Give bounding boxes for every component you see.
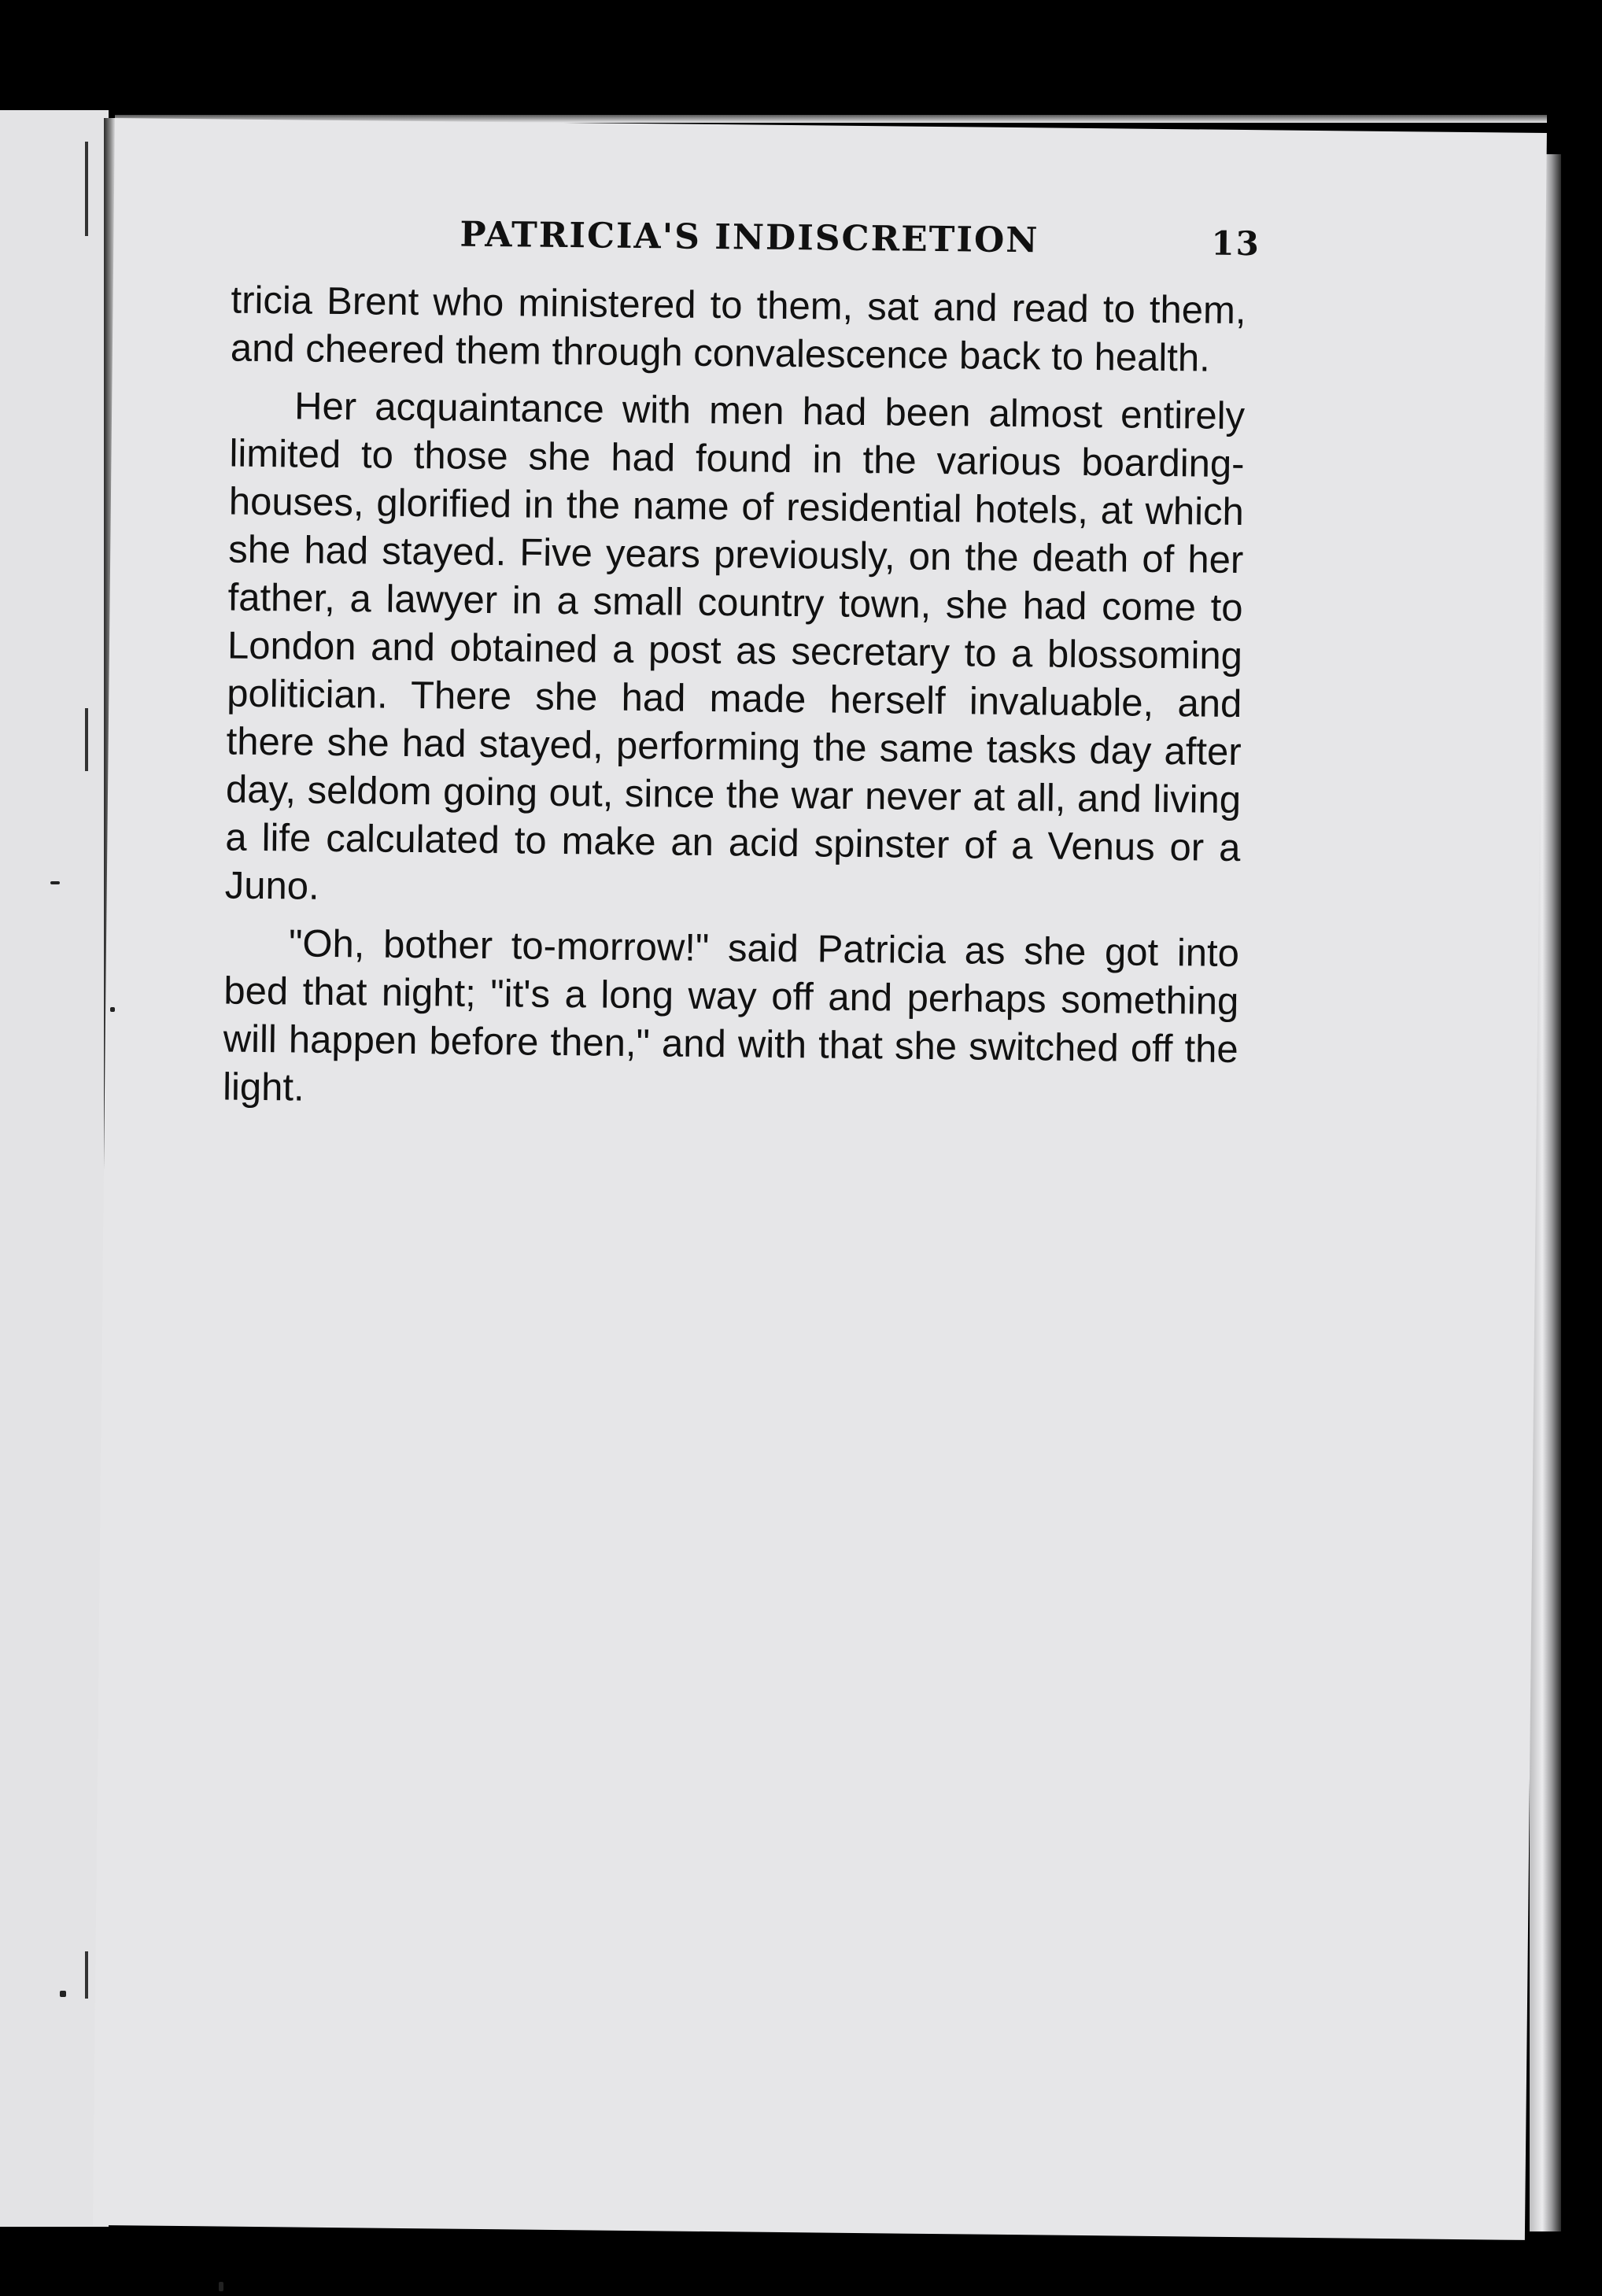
book-page (93, 118, 1547, 2240)
paragraph: "Oh, bother to-morrow!" said Patricia as she got into bed that night; "it's a long way off and perhaps something will happen before then," and with that she switched off the light. (222, 922, 1240, 1109)
page-number: 13 (1211, 223, 1261, 264)
running-head (460, 215, 1372, 264)
body-text (223, 277, 1246, 1122)
left-margin-mark (85, 142, 88, 236)
running-head-title: PATRICIA'S INDISCRETION (460, 214, 1039, 261)
scan-speck (110, 1007, 115, 1012)
scan-speck (60, 1991, 66, 1997)
left-margin-mark (85, 1951, 88, 1999)
scan-speck (219, 2282, 223, 2291)
left-margin-mark (85, 708, 88, 771)
paragraph-continuation: tricia Brent who ministered to them, sat and read to them, and cheered them through convalescence back to health. (230, 279, 1246, 380)
paragraph: Her acquaintance with men had been almost entirely limited to those she had found in the various boarding-houses, glorified in the name of residential hotels, at which she had stayed. Five years previously, on the death of her father, a lawyer in a small country town, she had come to London and obtained a post as secretary to a blossoming politician. There she had made herself invaluable, and there she had stayed, performing the same tasks day after day, seldom going out, since the war never at all, and living a life calculated to make an acid spinster of a Venus or a Juno. (224, 385, 1246, 908)
left-page-edge (0, 110, 109, 2227)
scan-speck (50, 881, 60, 884)
